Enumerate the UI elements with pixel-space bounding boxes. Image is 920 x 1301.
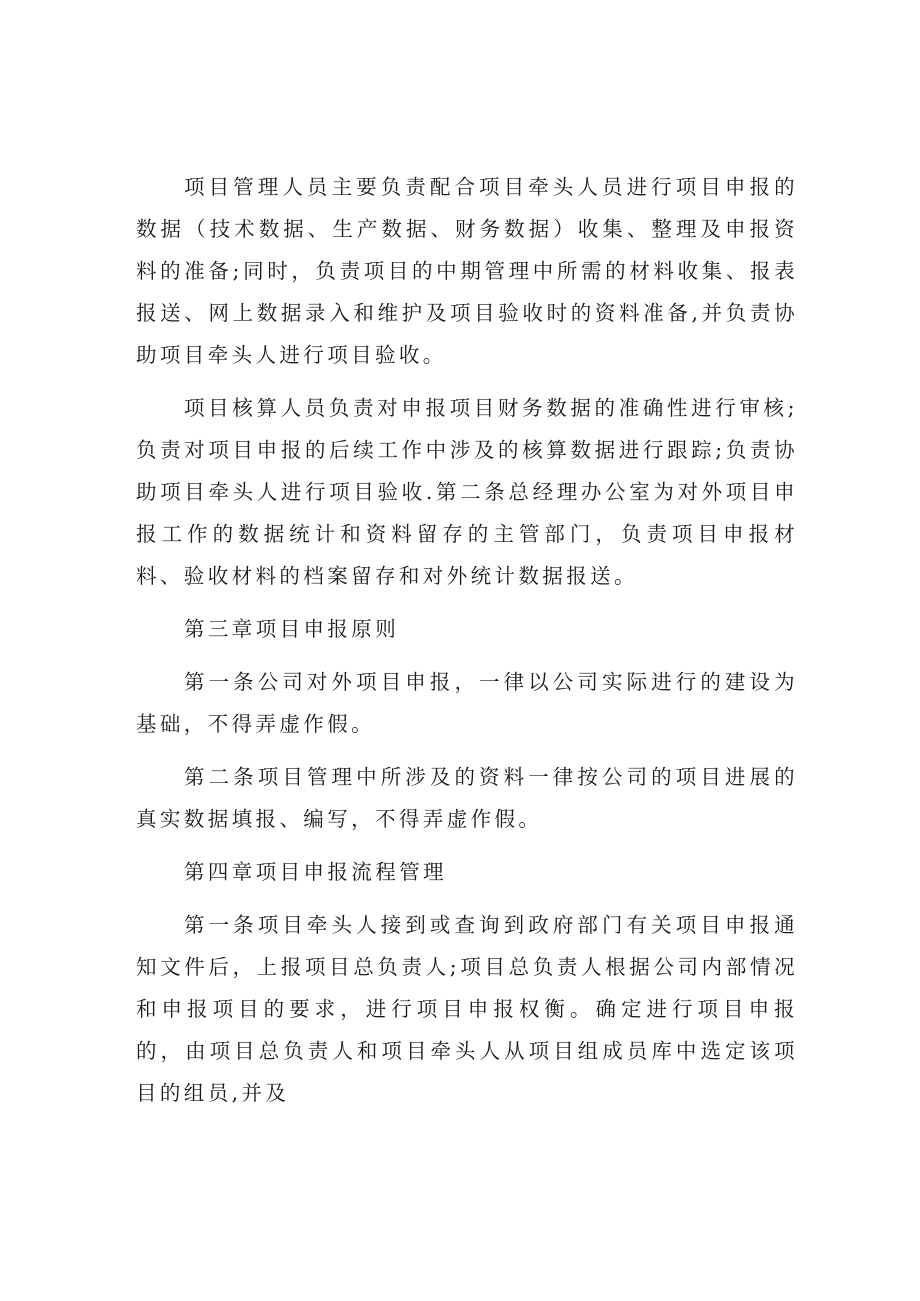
chapter-heading-4: 第四章项目申报流程管理 [184,860,447,884]
paragraph-accounting-duties: 项目核算人员负责对申报项目财务数据的准确性进行审核;负责对项目申报的后续工作中涉及的核算数据进行跟踪;负责协助项目牵头人进行项目验收.第二条总经理办公室为对外项目申报工作的数据统计和资料留存的主管部门，负责项目申报材料、验收材料的档案留存和对外统计数据报送。 [136,396,798,588]
chapter-heading-3: 第三章项目申报原则 [184,617,400,641]
paragraph-article-2: 第二条项目管理中所涉及的资料一律按公司的项目进展的真实数据填报、编写，不得弄虚作假。 [136,765,798,831]
paragraph-project-manager-duties: 项目管理人员主要负责配合项目牵头人员进行项目申报的数据（技术数据、生产数据、财务数据）收集、整理及申报资料的准备;同时，负责项目的中期管理中所需的材料收集、报表报送、网上数据录入和维护及项目验收时的资料准备,并负责协助项目牵头人进行项目验收。 [136,175,798,367]
document-body [136,166,798,1125]
paragraph-article-1: 第一条公司对外项目申报，一律以公司实际进行的建设为基础，不得弄虚作假。 [136,670,798,736]
paragraph-process-article-1: 第一条项目牵头人接到或查询到政府部门有关项目申报通知文件后，上报项目总负责人;项目总负责人根据公司内部情况和申报项目的要求，进行项目申报权衡。确定进行项目申报的，由项目总负责人和项目牵头人从项目组成员库中选定该项目的组员,并及 [136,913,798,1105]
